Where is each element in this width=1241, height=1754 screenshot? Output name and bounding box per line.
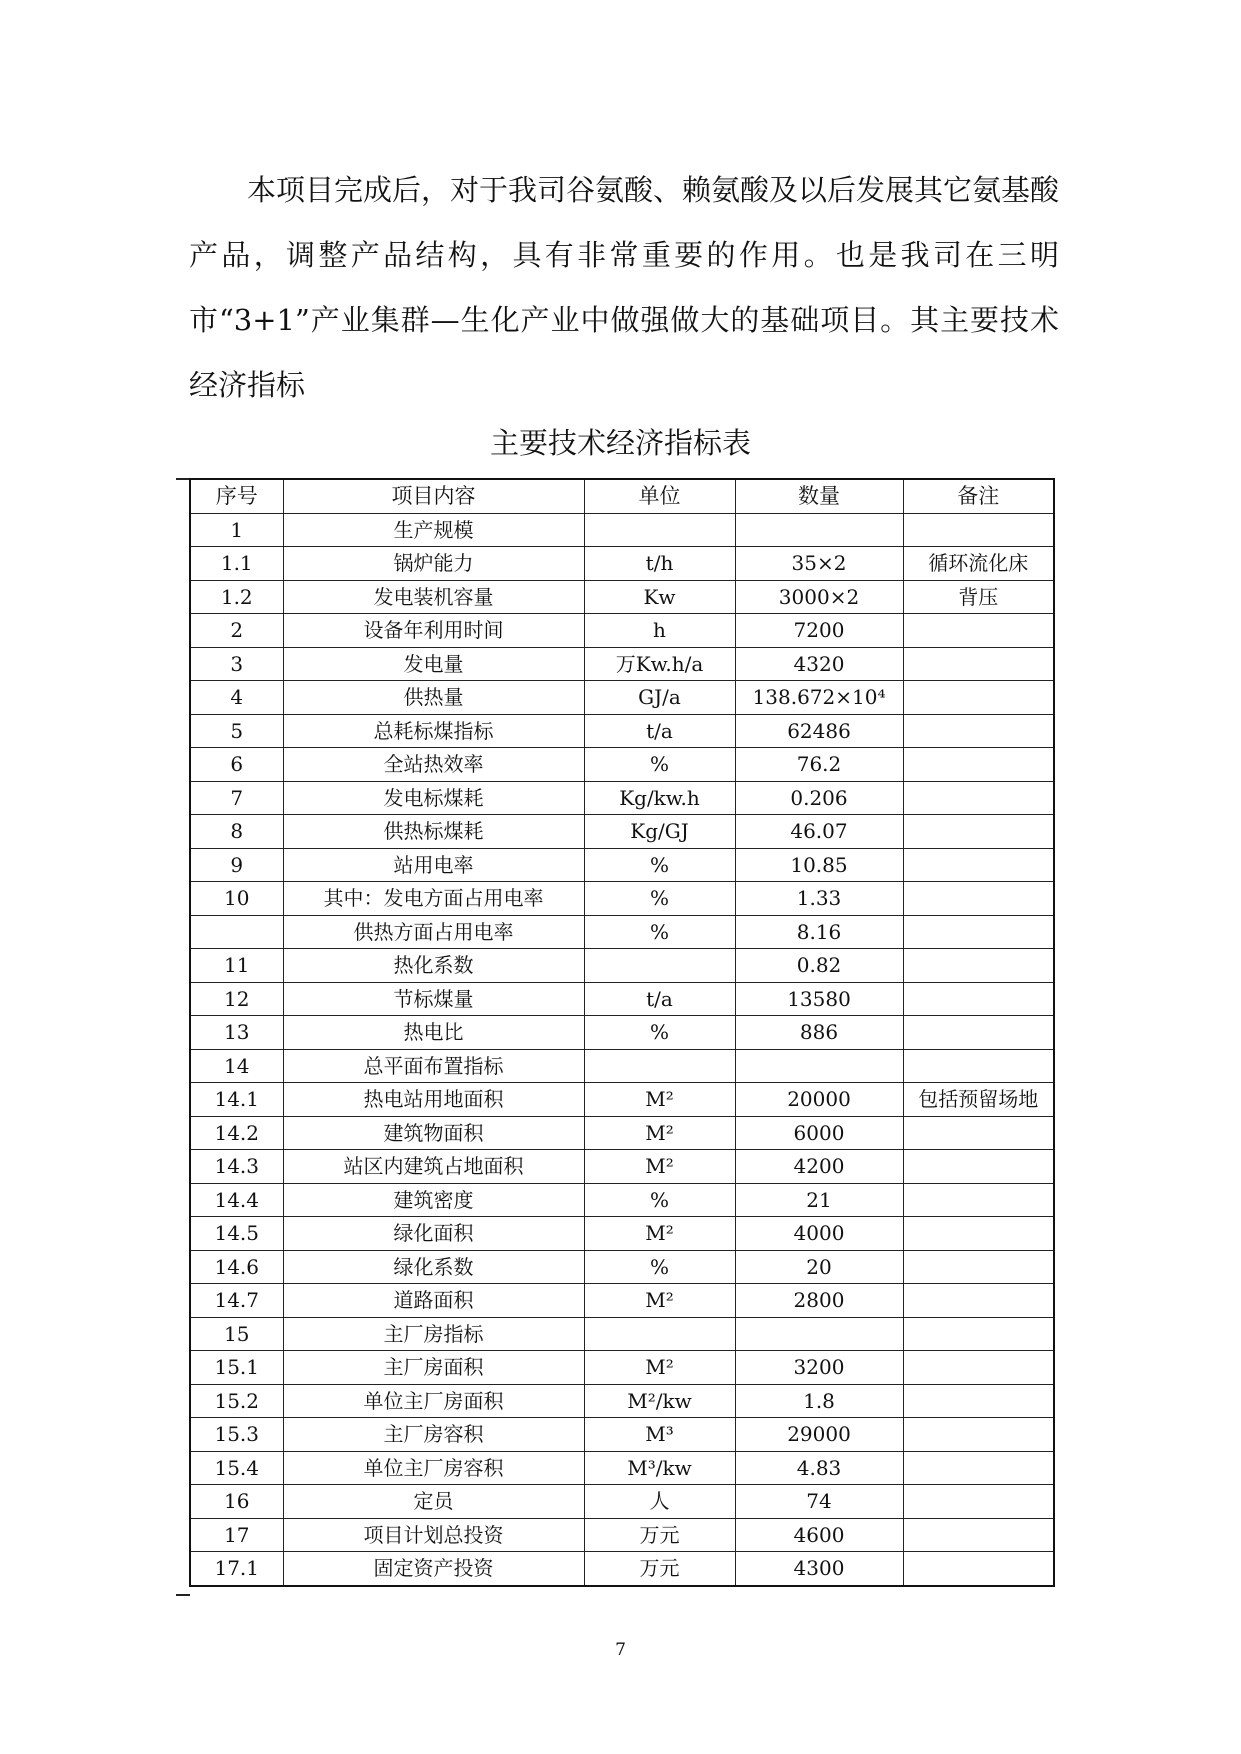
cell-qty: 10.85 bbox=[735, 848, 903, 882]
cell-item: 主厂房面积 bbox=[283, 1351, 584, 1385]
cell-item: 绿化系数 bbox=[283, 1250, 584, 1284]
cell-item: 其中：发电方面占用电率 bbox=[283, 882, 584, 916]
cell-qty: 76.2 bbox=[735, 748, 903, 782]
header-item: 项目内容 bbox=[283, 479, 584, 513]
header-no: 序号 bbox=[190, 479, 283, 513]
cell-note bbox=[903, 714, 1054, 748]
cell-note bbox=[903, 1183, 1054, 1217]
cell-qty: 4000 bbox=[735, 1217, 903, 1251]
cell-qty: 20 bbox=[735, 1250, 903, 1284]
cell-unit: h bbox=[584, 614, 735, 648]
cell-qty: 4.83 bbox=[735, 1451, 903, 1485]
table-row bbox=[190, 915, 1054, 949]
cell-item: 固定资产投资 bbox=[283, 1552, 584, 1586]
cell-qty: 1.8 bbox=[735, 1384, 903, 1418]
cell-no: 13 bbox=[190, 1016, 283, 1050]
cell-item: 供热方面占用电率 bbox=[283, 915, 584, 949]
cell-item: 单位主厂房容积 bbox=[283, 1451, 584, 1485]
table-row bbox=[190, 1049, 1054, 1083]
cell-item: 主厂房容积 bbox=[283, 1418, 584, 1452]
cell-item: 热化系数 bbox=[283, 949, 584, 983]
cell-item: 站区内建筑占地面积 bbox=[283, 1150, 584, 1184]
cell-item: 生产规模 bbox=[283, 513, 584, 547]
cell-unit: Kg/kw.h bbox=[584, 781, 735, 815]
cell-note bbox=[903, 1351, 1054, 1385]
cell-item: 供热标煤耗 bbox=[283, 815, 584, 849]
cell-item: 建筑物面积 bbox=[283, 1116, 584, 1150]
cell-note bbox=[903, 1317, 1054, 1351]
cell-note bbox=[903, 949, 1054, 983]
cell-item: 定员 bbox=[283, 1485, 584, 1519]
cell-note bbox=[903, 1284, 1054, 1318]
cell-no: 14.2 bbox=[190, 1116, 283, 1150]
cell-no: 15.4 bbox=[190, 1451, 283, 1485]
table-left-rule-top bbox=[176, 478, 190, 480]
cell-note bbox=[903, 781, 1054, 815]
table-row bbox=[190, 1250, 1054, 1284]
cell-item: 总平面布置指标 bbox=[283, 1049, 584, 1083]
cell-no: 14 bbox=[190, 1049, 283, 1083]
cell-note bbox=[903, 1250, 1054, 1284]
cell-note bbox=[903, 1518, 1054, 1552]
cell-qty: 886 bbox=[735, 1016, 903, 1050]
cell-no: 15.2 bbox=[190, 1384, 283, 1418]
cell-no: 14.5 bbox=[190, 1217, 283, 1251]
cell-note bbox=[903, 1485, 1054, 1519]
table-row bbox=[190, 982, 1054, 1016]
table-row bbox=[190, 882, 1054, 916]
cell-no: 7 bbox=[190, 781, 283, 815]
cell-qty: 4200 bbox=[735, 1150, 903, 1184]
cell-unit: M² bbox=[584, 1150, 735, 1184]
cell-no: 1.1 bbox=[190, 547, 283, 581]
cell-no: 14.4 bbox=[190, 1183, 283, 1217]
cell-qty: 29000 bbox=[735, 1418, 903, 1452]
cell-no: 11 bbox=[190, 949, 283, 983]
table-row bbox=[190, 949, 1054, 983]
cell-note: 背压 bbox=[903, 580, 1054, 614]
table-row bbox=[190, 1552, 1054, 1586]
cell-item: 主厂房指标 bbox=[283, 1317, 584, 1351]
cell-no: 1.2 bbox=[190, 580, 283, 614]
cell-note bbox=[903, 1116, 1054, 1150]
cell-note bbox=[903, 513, 1054, 547]
cell-note bbox=[903, 1418, 1054, 1452]
cell-unit: % bbox=[584, 1016, 735, 1050]
cell-unit: % bbox=[584, 882, 735, 916]
cell-qty: 4320 bbox=[735, 647, 903, 681]
indicator-table bbox=[189, 478, 1055, 1587]
cell-note bbox=[903, 748, 1054, 782]
cell-item: 设备年利用时间 bbox=[283, 614, 584, 648]
cell-unit: M³/kw bbox=[584, 1451, 735, 1485]
cell-item: 锅炉能力 bbox=[283, 547, 584, 581]
cell-note bbox=[903, 982, 1054, 1016]
cell-qty: 74 bbox=[735, 1485, 903, 1519]
cell-unit bbox=[584, 949, 735, 983]
table-row bbox=[190, 681, 1054, 715]
cell-qty: 2800 bbox=[735, 1284, 903, 1318]
table-row bbox=[190, 1116, 1054, 1150]
intro-paragraph bbox=[189, 158, 1059, 418]
cell-qty: 7200 bbox=[735, 614, 903, 648]
cell-item: 热电比 bbox=[283, 1016, 584, 1050]
table-row bbox=[190, 781, 1054, 815]
cell-qty: 20000 bbox=[735, 1083, 903, 1117]
cell-qty: 4300 bbox=[735, 1552, 903, 1586]
cell-item: 热电站用地面积 bbox=[283, 1083, 584, 1117]
intro-paragraph-text: 本项目完成后，对于我司谷氨酸、赖氨酸及以后发展其它氨基酸产品，调整产品结构，具有非常重要的作用。也是我司在三明市“3+1”产业集群—生化产业中做强做大的基础项目。其主要技术经济指标 bbox=[189, 173, 1060, 402]
cell-note bbox=[903, 1016, 1054, 1050]
cell-item: 发电标煤耗 bbox=[283, 781, 584, 815]
table-row bbox=[190, 580, 1054, 614]
cell-unit: Kg/GJ bbox=[584, 815, 735, 849]
cell-note bbox=[903, 1217, 1054, 1251]
cell-unit: Kw bbox=[584, 580, 735, 614]
cell-item: 全站热效率 bbox=[283, 748, 584, 782]
table-title: 主要技术经济指标表 bbox=[489, 426, 751, 460]
cell-item: 单位主厂房面积 bbox=[283, 1384, 584, 1418]
table-row bbox=[190, 614, 1054, 648]
cell-note bbox=[903, 1451, 1054, 1485]
cell-no: 14.7 bbox=[190, 1284, 283, 1318]
cell-unit bbox=[584, 1317, 735, 1351]
table-row bbox=[190, 1418, 1054, 1452]
cell-qty: 46.07 bbox=[735, 815, 903, 849]
header-qty: 数量 bbox=[735, 479, 903, 513]
cell-no: 9 bbox=[190, 848, 283, 882]
cell-no: 12 bbox=[190, 982, 283, 1016]
cell-note bbox=[903, 681, 1054, 715]
header-unit: 单位 bbox=[584, 479, 735, 513]
cell-unit: % bbox=[584, 1250, 735, 1284]
cell-unit: M²/kw bbox=[584, 1384, 735, 1418]
cell-no: 15 bbox=[190, 1317, 283, 1351]
table-row bbox=[190, 1217, 1054, 1251]
page-number: 7 bbox=[615, 1640, 626, 1660]
cell-item: 道路面积 bbox=[283, 1284, 584, 1318]
cell-unit: 人 bbox=[584, 1485, 735, 1519]
cell-note bbox=[903, 882, 1054, 916]
cell-no: 14.6 bbox=[190, 1250, 283, 1284]
cell-unit: t/a bbox=[584, 714, 735, 748]
cell-qty: 138.672×10⁴ bbox=[735, 681, 903, 715]
cell-item: 发电量 bbox=[283, 647, 584, 681]
cell-no: 15.3 bbox=[190, 1418, 283, 1452]
cell-unit: % bbox=[584, 748, 735, 782]
cell-no: 5 bbox=[190, 714, 283, 748]
cell-no: 10 bbox=[190, 882, 283, 916]
table-row bbox=[190, 1317, 1054, 1351]
cell-no: 16 bbox=[190, 1485, 283, 1519]
cell-note bbox=[903, 1049, 1054, 1083]
cell-no: 17 bbox=[190, 1518, 283, 1552]
cell-item: 站用电率 bbox=[283, 848, 584, 882]
table-row bbox=[190, 1485, 1054, 1519]
table-row bbox=[190, 848, 1054, 882]
cell-unit: 万元 bbox=[584, 1552, 735, 1586]
cell-item: 发电装机容量 bbox=[283, 580, 584, 614]
cell-qty: 1.33 bbox=[735, 882, 903, 916]
cell-note bbox=[903, 848, 1054, 882]
cell-no bbox=[190, 915, 283, 949]
table-row bbox=[190, 547, 1054, 581]
table-row bbox=[190, 1518, 1054, 1552]
cell-unit: M² bbox=[584, 1083, 735, 1117]
cell-note bbox=[903, 647, 1054, 681]
cell-qty bbox=[735, 513, 903, 547]
table-body bbox=[190, 513, 1054, 1586]
cell-item: 建筑密度 bbox=[283, 1183, 584, 1217]
cell-note bbox=[903, 1150, 1054, 1184]
cell-item: 绿化面积 bbox=[283, 1217, 584, 1251]
table-row bbox=[190, 513, 1054, 547]
cell-note bbox=[903, 1552, 1054, 1586]
cell-no: 17.1 bbox=[190, 1552, 283, 1586]
table-row bbox=[190, 714, 1054, 748]
cell-qty: 6000 bbox=[735, 1116, 903, 1150]
indicator-table-wrapper bbox=[189, 478, 1055, 1587]
cell-item: 节标煤量 bbox=[283, 982, 584, 1016]
cell-unit: 万Kw.h/a bbox=[584, 647, 735, 681]
cell-note bbox=[903, 614, 1054, 648]
cell-unit: 万元 bbox=[584, 1518, 735, 1552]
table-row bbox=[190, 1451, 1054, 1485]
cell-note: 包括预留场地 bbox=[903, 1083, 1054, 1117]
cell-no: 4 bbox=[190, 681, 283, 715]
cell-no: 6 bbox=[190, 748, 283, 782]
cell-note bbox=[903, 815, 1054, 849]
table-row bbox=[190, 1384, 1054, 1418]
table-row bbox=[190, 1351, 1054, 1385]
cell-item: 总耗标煤指标 bbox=[283, 714, 584, 748]
cell-no: 3 bbox=[190, 647, 283, 681]
cell-no: 8 bbox=[190, 815, 283, 849]
table-row bbox=[190, 1016, 1054, 1050]
cell-unit bbox=[584, 513, 735, 547]
cell-unit: t/h bbox=[584, 547, 735, 581]
cell-unit: % bbox=[584, 848, 735, 882]
cell-qty: 35×2 bbox=[735, 547, 903, 581]
cell-qty bbox=[735, 1049, 903, 1083]
cell-unit: M² bbox=[584, 1351, 735, 1385]
cell-unit: M² bbox=[584, 1284, 735, 1318]
cell-unit: M² bbox=[584, 1116, 735, 1150]
cell-qty: 0.206 bbox=[735, 781, 903, 815]
cell-item: 项目计划总投资 bbox=[283, 1518, 584, 1552]
header-note: 备注 bbox=[903, 479, 1054, 513]
cell-no: 14.3 bbox=[190, 1150, 283, 1184]
table-row bbox=[190, 1284, 1054, 1318]
cell-no: 15.1 bbox=[190, 1351, 283, 1385]
table-left-rule-bottom bbox=[176, 1594, 190, 1596]
table-row bbox=[190, 1083, 1054, 1117]
cell-qty: 8.16 bbox=[735, 915, 903, 949]
cell-note: 循环流化床 bbox=[903, 547, 1054, 581]
table-row bbox=[190, 1183, 1054, 1217]
cell-qty: 13580 bbox=[735, 982, 903, 1016]
table-row bbox=[190, 647, 1054, 681]
cell-unit: % bbox=[584, 1183, 735, 1217]
cell-unit: M² bbox=[584, 1217, 735, 1251]
table-row bbox=[190, 1150, 1054, 1184]
cell-no: 2 bbox=[190, 614, 283, 648]
cell-no: 1 bbox=[190, 513, 283, 547]
cell-qty bbox=[735, 1317, 903, 1351]
cell-qty: 4600 bbox=[735, 1518, 903, 1552]
cell-qty: 0.82 bbox=[735, 949, 903, 983]
cell-unit: M³ bbox=[584, 1418, 735, 1452]
cell-qty: 62486 bbox=[735, 714, 903, 748]
cell-qty: 3000×2 bbox=[735, 580, 903, 614]
cell-unit: t/a bbox=[584, 982, 735, 1016]
table-row bbox=[190, 748, 1054, 782]
cell-unit: GJ/a bbox=[584, 681, 735, 715]
cell-note bbox=[903, 915, 1054, 949]
cell-item: 供热量 bbox=[283, 681, 584, 715]
cell-qty: 3200 bbox=[735, 1351, 903, 1385]
cell-qty: 21 bbox=[735, 1183, 903, 1217]
cell-no: 14.1 bbox=[190, 1083, 283, 1117]
cell-note bbox=[903, 1384, 1054, 1418]
table-header-row bbox=[190, 479, 1054, 513]
cell-unit bbox=[584, 1049, 735, 1083]
cell-unit: % bbox=[584, 915, 735, 949]
table-row bbox=[190, 815, 1054, 849]
